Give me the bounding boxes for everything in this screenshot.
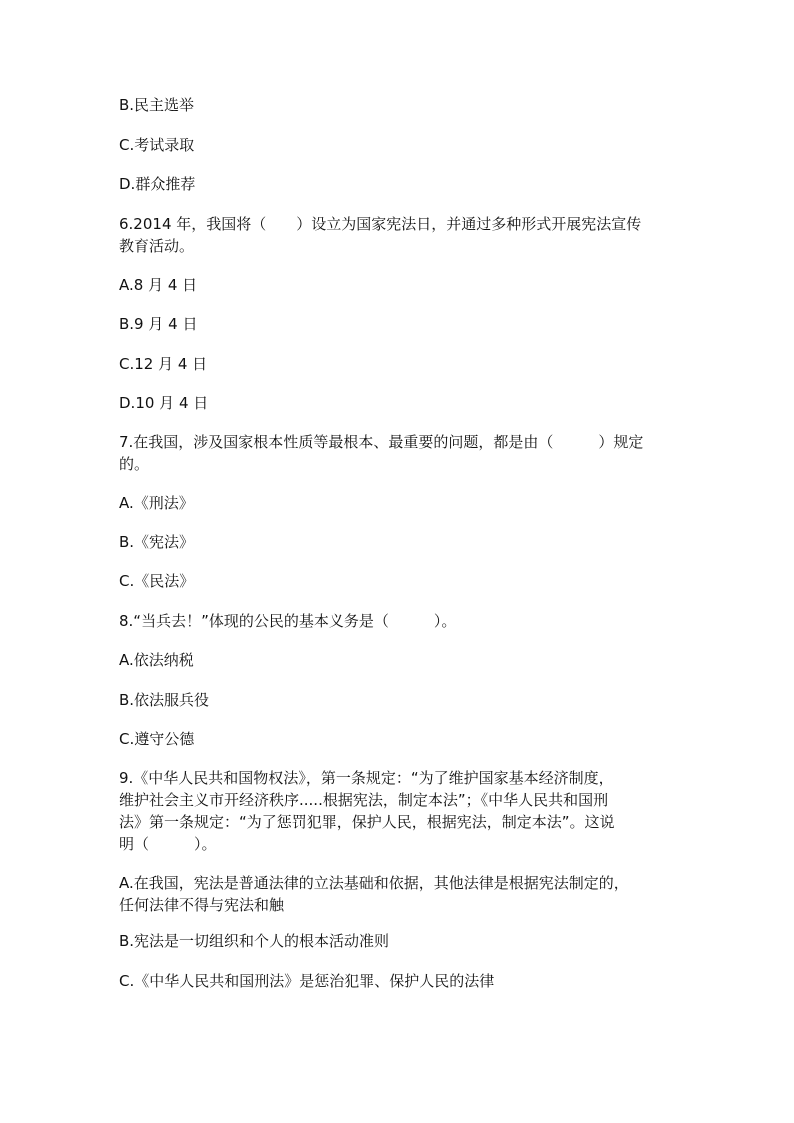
- option-9b: B.宪法是一切组织和个人的根本活动准则: [119, 932, 390, 950]
- option-6a: A.8 月 4 日: [119, 276, 198, 294]
- option-8c: C.遵守公德: [119, 730, 195, 748]
- option-9a-line-2: 任何法律不得与宪法和触: [119, 896, 285, 914]
- option-7b: B.《宪法》: [119, 533, 195, 551]
- question-9-line-4: 明（ ）。: [119, 835, 217, 853]
- option-5c: C.考试录取: [119, 136, 195, 154]
- question-8: 8.“当兵去！”体现的公民的基本义务是（ ）。: [119, 612, 457, 630]
- option-5b: B.民主选举: [119, 96, 195, 114]
- option-6b: B.9 月 4 日: [119, 315, 198, 333]
- option-8a: A.依法纳税: [119, 651, 194, 669]
- question-6-line-1: 6.2014 年，我国将（ ）设立为国家宪法日，并通过多种形式开展宪法宣传: [119, 215, 642, 233]
- question-9-line-3: 法》第一条规定：“为了惩罚犯罪，保护人民，根据宪法，制定本法”。这说: [119, 813, 615, 831]
- question-6-line-2: 教育活动。: [119, 237, 195, 255]
- option-9c: C.《中华人民共和国刑法》是惩治犯罪、保护人民的法律: [119, 972, 495, 990]
- option-6d: D.10 月 4 日: [119, 394, 209, 412]
- option-9a-line-1: A.在我国，宪法是普通法律的立法基础和依据，其他法律是根据宪法制定的，: [119, 874, 629, 892]
- option-7a: A.《刑法》: [119, 494, 194, 512]
- question-7-line-2: 的。: [119, 455, 150, 473]
- question-7-line-1: 7.在我国，涉及国家根本性质等最根本、最重要的问题，都是由（ ）规定: [119, 433, 644, 451]
- option-6c: C.12 月 4 日: [119, 355, 208, 373]
- option-8b: B.依法服兵役: [119, 691, 210, 709]
- option-7c: C.《民法》: [119, 572, 195, 590]
- question-9-line-1: 9.《中华人民共和国物权法》，第一条规定：“为了维护国家基本经济制度，: [119, 769, 614, 787]
- option-5d: D.群众推荐: [119, 175, 196, 193]
- question-9-line-2: 维护社会主义市开经济秩序.....根据宪法，制定本法”；《中华人民共和国刑: [119, 791, 609, 809]
